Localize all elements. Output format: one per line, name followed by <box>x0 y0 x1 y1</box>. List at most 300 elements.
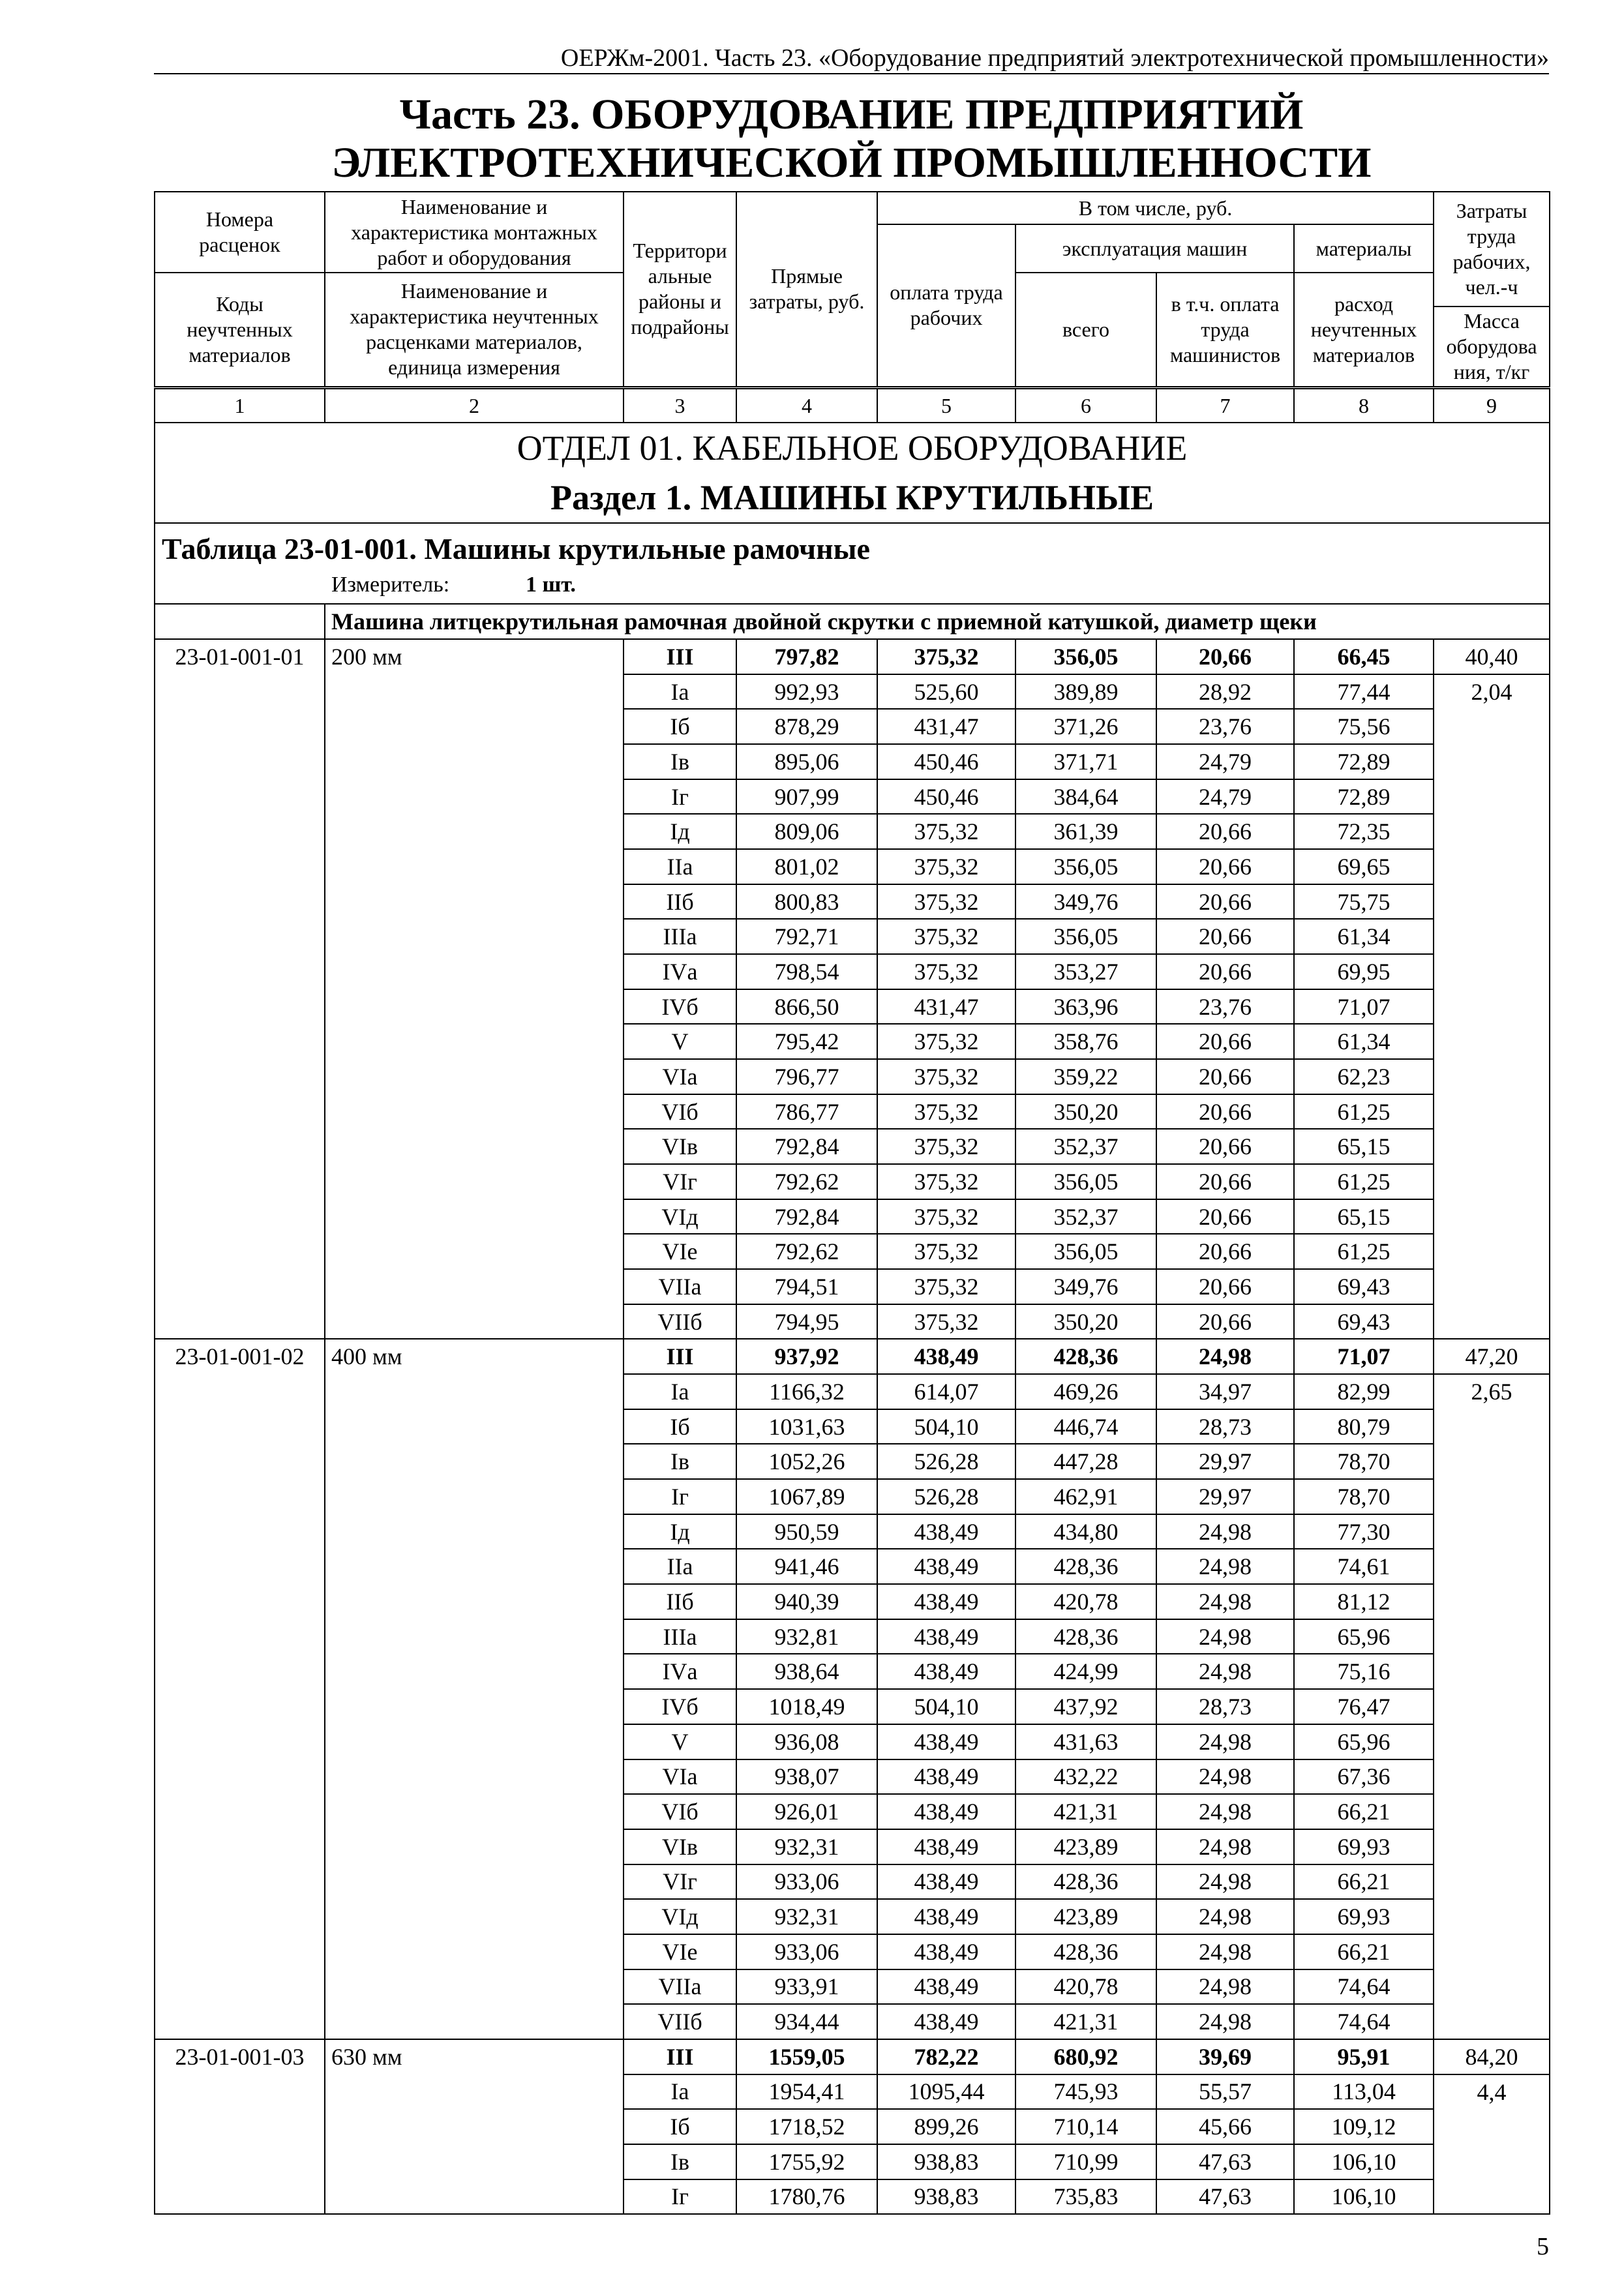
machinist-wage: 20,66 <box>1156 1199 1294 1234</box>
header-rate-numbers: Номера расценок <box>155 192 325 273</box>
machinist-wage: 20,66 <box>1156 1129 1294 1164</box>
column-number: 9 <box>1434 387 1550 423</box>
materials-cost: 106,10 <box>1294 2179 1434 2215</box>
machine-cost-total: 350,20 <box>1015 1094 1156 1130</box>
machinist-wage: 24,98 <box>1156 1759 1294 1795</box>
worker-wage: 375,32 <box>877 1234 1015 1269</box>
machinist-wage: 24,98 <box>1156 1794 1294 1829</box>
work-name: 400 мм <box>325 1339 624 2039</box>
worker-wage: 525,60 <box>877 674 1015 710</box>
table-title: Таблица 23-01-001. Машины крутильные рамочные <box>162 532 870 565</box>
direct-cost: 795,42 <box>736 1024 877 1059</box>
machinist-wage: 39,69 <box>1156 2039 1294 2074</box>
machinist-wage: 20,66 <box>1156 849 1294 884</box>
direct-cost: 792,62 <box>736 1234 877 1269</box>
territory-zone: IVа <box>624 1654 736 1689</box>
rate-code: 23-01-001-01 <box>155 639 325 1339</box>
machinist-wage: 34,97 <box>1156 1374 1294 1409</box>
machinist-wage: 55,57 <box>1156 2074 1294 2110</box>
column-number: 2 <box>325 387 624 423</box>
machine-cost-total: 371,26 <box>1015 709 1156 744</box>
labor-hours: 47,20 <box>1434 1339 1550 1374</box>
machine-cost-total: 356,05 <box>1015 1234 1156 1269</box>
worker-wage: 375,32 <box>877 884 1015 920</box>
machinist-wage: 24,98 <box>1156 1934 1294 1969</box>
direct-cost: 907,99 <box>736 779 877 815</box>
machinist-wage: 28,73 <box>1156 1689 1294 1724</box>
machine-cost-total: 384,64 <box>1015 779 1156 815</box>
worker-wage: 450,46 <box>877 744 1015 779</box>
materials-cost: 61,34 <box>1294 919 1434 954</box>
machinist-wage: 20,66 <box>1156 1059 1294 1094</box>
machine-cost-total: 352,37 <box>1015 1199 1156 1234</box>
column-number: 6 <box>1015 387 1156 423</box>
direct-cost: 938,64 <box>736 1654 877 1689</box>
materials-cost: 61,25 <box>1294 1164 1434 1199</box>
worker-wage: 375,32 <box>877 1024 1015 1059</box>
measure-value: 1 шт. <box>526 573 576 597</box>
materials-cost: 71,07 <box>1294 989 1434 1025</box>
territory-zone: IIа <box>624 849 736 884</box>
machinist-wage: 24,98 <box>1156 1864 1294 1900</box>
direct-cost: 786,77 <box>736 1094 877 1130</box>
table-row <box>155 1339 1550 1374</box>
machinist-wage: 20,66 <box>1156 1304 1294 1339</box>
territory-zone: VIIб <box>624 2004 736 2039</box>
header-labor-hours: Затраты труда рабочих, чел.-ч <box>1434 192 1550 307</box>
machinist-wage: 20,66 <box>1156 1269 1294 1304</box>
direct-cost: 1031,63 <box>736 1409 877 1444</box>
machinist-wage: 28,92 <box>1156 674 1294 710</box>
machine-cost-total: 428,36 <box>1015 1549 1156 1584</box>
territory-zone: IVа <box>624 954 736 989</box>
direct-cost: 1780,76 <box>736 2179 877 2215</box>
header-equipment-mass: Масса оборудования, т/кг <box>1434 307 1550 387</box>
territory-zone: VIб <box>624 1794 736 1829</box>
work-name: 200 мм <box>325 639 624 1339</box>
worker-wage: 438,49 <box>877 1759 1015 1795</box>
worker-wage: 450,46 <box>877 779 1015 815</box>
machinist-wage: 45,66 <box>1156 2109 1294 2144</box>
machinist-wage: 20,66 <box>1156 1234 1294 1269</box>
machine-cost-total: 745,93 <box>1015 2074 1156 2110</box>
territory-zone: III <box>624 639 736 674</box>
territory-zone: Iг <box>624 779 736 815</box>
worker-wage: 438,49 <box>877 1584 1015 1619</box>
rate-code: 23-01-001-03 <box>155 2039 325 2214</box>
worker-wage: 526,28 <box>877 1444 1015 1479</box>
header-work-description: Наименование и характеристика монтажных работ и оборудования <box>325 192 624 273</box>
materials-cost: 69,65 <box>1294 849 1434 884</box>
direct-cost: 866,50 <box>736 989 877 1025</box>
territory-zone: IIIа <box>624 919 736 954</box>
machine-cost-total: 356,05 <box>1015 639 1156 674</box>
column-number: 5 <box>877 387 1015 423</box>
worker-wage: 375,32 <box>877 919 1015 954</box>
worker-wage: 1095,44 <box>877 2074 1015 2110</box>
worker-wage: 899,26 <box>877 2109 1015 2144</box>
direct-cost: 936,08 <box>736 1724 877 1759</box>
worker-wage: 438,49 <box>877 1339 1015 1374</box>
territory-zone: Iб <box>624 2109 736 2144</box>
page-title <box>154 91 1549 187</box>
materials-cost: 109,12 <box>1294 2109 1434 2144</box>
territory-zone: Iв <box>624 1444 736 1479</box>
territory-zone: VIIа <box>624 1969 736 2005</box>
worker-wage: 438,49 <box>877 1724 1015 1759</box>
machine-cost-total: 428,36 <box>1015 1934 1156 1969</box>
materials-cost: 65,15 <box>1294 1129 1434 1164</box>
worker-wage: 438,49 <box>877 1619 1015 1654</box>
materials-cost: 65,96 <box>1294 1619 1434 1654</box>
materials-cost: 62,23 <box>1294 1059 1434 1094</box>
territory-zone: IIб <box>624 1584 736 1619</box>
machinist-wage: 24,98 <box>1156 1829 1294 1864</box>
direct-cost: 796,77 <box>736 1059 877 1094</box>
territory-zone: VIе <box>624 1234 736 1269</box>
materials-cost: 81,12 <box>1294 1584 1434 1619</box>
materials-cost: 72,89 <box>1294 779 1434 815</box>
machine-cost-total: 361,39 <box>1015 814 1156 849</box>
empty-cell <box>155 604 325 639</box>
machine-cost-total: 420,78 <box>1015 1969 1156 2005</box>
column-number: 4 <box>736 387 877 423</box>
machinist-wage: 47,63 <box>1156 2179 1294 2215</box>
materials-cost: 75,56 <box>1294 709 1434 744</box>
worker-wage: 375,32 <box>877 1269 1015 1304</box>
worker-wage: 431,47 <box>877 709 1015 744</box>
direct-cost: 794,51 <box>736 1269 877 1304</box>
worker-wage: 438,49 <box>877 1934 1015 1969</box>
machine-cost-total: 423,89 <box>1015 1899 1156 1934</box>
territory-zone: VIг <box>624 1164 736 1199</box>
direct-cost: 792,84 <box>736 1199 877 1234</box>
column-number: 8 <box>1294 387 1434 423</box>
direct-cost: 1954,41 <box>736 2074 877 2110</box>
territory-zone: VIIб <box>624 1304 736 1339</box>
measure-line <box>155 575 1549 595</box>
column-number: 3 <box>624 387 736 423</box>
territory-zone: Iв <box>624 744 736 779</box>
worker-wage: 438,49 <box>877 2004 1015 2039</box>
territory-zone: Iб <box>624 709 736 744</box>
worker-wage: 438,49 <box>877 1794 1015 1829</box>
machine-cost-total: 680,92 <box>1015 2039 1156 2074</box>
page-number: 5 <box>1537 2233 1549 2260</box>
direct-cost: 933,06 <box>736 1934 877 1969</box>
worker-wage: 431,47 <box>877 989 1015 1025</box>
territory-zone: IIIа <box>624 1619 736 1654</box>
header-material-codes: Коды неучтенных материалов <box>155 273 325 387</box>
territory-zone: III <box>624 2039 736 2074</box>
territory-zone: IVб <box>624 1689 736 1724</box>
territory-zone: Iг <box>624 1479 736 1514</box>
direct-cost: 1018,49 <box>736 1689 877 1724</box>
territory-zone: Iа <box>624 1374 736 1409</box>
machine-cost-total: 428,36 <box>1015 1619 1156 1654</box>
direct-cost: 1718,52 <box>736 2109 877 2144</box>
machinist-wage: 24,98 <box>1156 1654 1294 1689</box>
territory-zone: Iд <box>624 814 736 849</box>
materials-cost: 69,93 <box>1294 1899 1434 1934</box>
direct-cost: 1166,32 <box>736 1374 877 1409</box>
division-title: ОТДЕЛ 01. КАБЕЛЬНОЕ ОБОРУДОВАНИЕ <box>517 428 1188 468</box>
worker-wage: 375,32 <box>877 1059 1015 1094</box>
header-direct-costs: Прямые затраты, руб. <box>736 192 877 387</box>
materials-cost: 78,70 <box>1294 1444 1434 1479</box>
machinist-wage: 20,66 <box>1156 639 1294 674</box>
machine-cost-total: 469,26 <box>1015 1374 1156 1409</box>
worker-wage: 438,49 <box>877 1829 1015 1864</box>
materials-cost: 80,79 <box>1294 1409 1434 1444</box>
materials-cost: 75,16 <box>1294 1654 1434 1689</box>
territory-zone: Iб <box>624 1409 736 1444</box>
machinist-wage: 24,98 <box>1156 1514 1294 1549</box>
direct-cost: 992,93 <box>736 674 877 710</box>
materials-cost: 72,35 <box>1294 814 1434 849</box>
work-name: 630 мм <box>325 2039 624 2214</box>
machinist-wage: 20,66 <box>1156 954 1294 989</box>
materials-cost: 74,64 <box>1294 2004 1434 2039</box>
column-numbers-row <box>155 387 1550 423</box>
machinist-wage: 20,66 <box>1156 1094 1294 1130</box>
materials-cost: 113,04 <box>1294 2074 1434 2110</box>
worker-wage: 438,49 <box>877 1654 1015 1689</box>
machine-cost-total: 437,92 <box>1015 1689 1156 1724</box>
direct-cost: 950,59 <box>736 1514 877 1549</box>
direct-cost: 940,39 <box>736 1584 877 1619</box>
machine-cost-total: 353,27 <box>1015 954 1156 989</box>
materials-cost: 77,30 <box>1294 1514 1434 1549</box>
materials-cost: 67,36 <box>1294 1759 1434 1795</box>
territory-zone: Iд <box>624 1514 736 1549</box>
worker-wage: 504,10 <box>877 1409 1015 1444</box>
machine-cost-total: 359,22 <box>1015 1059 1156 1094</box>
materials-cost: 72,89 <box>1294 744 1434 779</box>
header-including: В том числе, руб. <box>877 192 1434 224</box>
territory-zone: VIб <box>624 1094 736 1130</box>
table-row <box>155 2039 1550 2074</box>
machinist-wage: 24,98 <box>1156 1724 1294 1759</box>
materials-cost: 65,15 <box>1294 1199 1434 1234</box>
running-header: ОЕРЖм-2001. Часть 23. «Оборудование предприятий электротехнической промышленности» <box>560 44 1549 72</box>
territory-zone: IIа <box>624 1549 736 1584</box>
machinist-wage: 24,98 <box>1156 1899 1294 1934</box>
labor-hours: 84,20 <box>1434 2039 1550 2074</box>
materials-cost: 61,25 <box>1294 1094 1434 1130</box>
machine-cost-total: 447,28 <box>1015 1444 1156 1479</box>
territory-zone: VIа <box>624 1059 736 1094</box>
territory-zone: Iв <box>624 2144 736 2179</box>
materials-cost: 106,10 <box>1294 2144 1434 2179</box>
territory-zone: VIд <box>624 1199 736 1234</box>
machinist-wage: 20,66 <box>1156 884 1294 920</box>
territory-zone: V <box>624 1724 736 1759</box>
worker-wage: 782,22 <box>877 2039 1015 2074</box>
machine-cost-total: 352,37 <box>1015 1129 1156 1164</box>
materials-cost: 69,95 <box>1294 954 1434 989</box>
materials-cost: 95,91 <box>1294 2039 1434 2074</box>
machinist-wage: 24,98 <box>1156 1339 1294 1374</box>
materials-cost: 69,93 <box>1294 1829 1434 1864</box>
column-number: 7 <box>1156 387 1294 423</box>
machine-cost-total: 428,36 <box>1015 1339 1156 1374</box>
page-title-line-1: Часть 23. ОБОРУДОВАНИЕ ПРЕДПРИЯТИЙ <box>399 91 1304 138</box>
direct-cost: 1755,92 <box>736 2144 877 2179</box>
territory-zone: IVб <box>624 989 736 1025</box>
worker-wage: 375,32 <box>877 639 1015 674</box>
machine-cost-total: 363,96 <box>1015 989 1156 1025</box>
header-material-consumption: расход неучтенных материалов <box>1294 273 1434 387</box>
machine-cost-total: 424,99 <box>1015 1654 1156 1689</box>
machinist-wage: 47,63 <box>1156 2144 1294 2179</box>
direct-cost: 878,29 <box>736 709 877 744</box>
direct-cost: 933,06 <box>736 1864 877 1900</box>
part-title: Раздел 1. МАШИНЫ КРУТИЛЬНЫЕ <box>550 478 1154 517</box>
header-territorial-zones: Территориальные районы и подрайоны <box>624 192 736 387</box>
machinist-wage: 20,66 <box>1156 814 1294 849</box>
materials-cost: 74,61 <box>1294 1549 1434 1584</box>
direct-cost: 932,81 <box>736 1619 877 1654</box>
machinist-wage: 23,76 <box>1156 989 1294 1025</box>
territory-zone: V <box>624 1024 736 1059</box>
worker-wage: 438,49 <box>877 1549 1015 1584</box>
machine-cost-total: 356,05 <box>1015 1164 1156 1199</box>
worker-wage: 375,32 <box>877 1164 1015 1199</box>
territory-zone: Iг <box>624 2179 736 2215</box>
materials-cost: 66,21 <box>1294 1794 1434 1829</box>
machine-cost-total: 431,63 <box>1015 1724 1156 1759</box>
machine-cost-total: 371,71 <box>1015 744 1156 779</box>
equipment-mass: 2,04 <box>1434 674 1550 1339</box>
machinist-wage: 20,66 <box>1156 1024 1294 1059</box>
territory-zone: VIг <box>624 1864 736 1900</box>
header-worker-wages: оплата труда рабочих <box>877 224 1015 387</box>
machinist-wage: 24,98 <box>1156 2004 1294 2039</box>
machine-cost-total: 349,76 <box>1015 1269 1156 1304</box>
machinist-wage: 24,98 <box>1156 1549 1294 1584</box>
direct-cost: 932,31 <box>736 1829 877 1864</box>
direct-cost: 1052,26 <box>736 1444 877 1479</box>
machine-cost-total: 434,80 <box>1015 1514 1156 1549</box>
worker-wage: 938,83 <box>877 2179 1015 2215</box>
worker-wage: 375,32 <box>877 954 1015 989</box>
machine-cost-total: 349,76 <box>1015 884 1156 920</box>
worker-wage: 375,32 <box>877 1129 1015 1164</box>
header-materials: материалы <box>1294 224 1434 273</box>
materials-cost: 65,96 <box>1294 1724 1434 1759</box>
worker-wage: 438,49 <box>877 1899 1015 1934</box>
territory-zone: VIа <box>624 1759 736 1795</box>
direct-cost: 934,44 <box>736 2004 877 2039</box>
direct-cost: 809,06 <box>736 814 877 849</box>
header-machine-operation: эксплуатация машин <box>1015 224 1294 273</box>
worker-wage: 375,32 <box>877 1199 1015 1234</box>
equipment-mass: 2,65 <box>1434 1374 1550 2039</box>
direct-cost: 1067,89 <box>736 1479 877 1514</box>
rates-table <box>154 191 1550 2215</box>
materials-cost: 66,45 <box>1294 639 1434 674</box>
direct-cost: 792,84 <box>736 1129 877 1164</box>
direct-cost: 801,02 <box>736 849 877 884</box>
machine-cost-total: 389,89 <box>1015 674 1156 710</box>
machinist-wage: 24,98 <box>1156 1969 1294 2005</box>
machine-cost-total: 428,36 <box>1015 1864 1156 1900</box>
header-machinist-wages: в т.ч. оплата труда машинистов <box>1156 273 1294 387</box>
worker-wage: 438,49 <box>877 1969 1015 2005</box>
territory-zone: VIIа <box>624 1269 736 1304</box>
materials-cost: 66,21 <box>1294 1934 1434 1969</box>
machine-cost-total: 735,83 <box>1015 2179 1156 2215</box>
materials-cost: 66,21 <box>1294 1864 1434 1900</box>
machinist-wage: 24,79 <box>1156 779 1294 815</box>
machinist-wage: 24,98 <box>1156 1584 1294 1619</box>
worker-wage: 375,32 <box>877 849 1015 884</box>
direct-cost: 792,62 <box>736 1164 877 1199</box>
worker-wage: 375,32 <box>877 814 1015 849</box>
territory-zone: VIд <box>624 1899 736 1934</box>
materials-cost: 69,43 <box>1294 1269 1434 1304</box>
territory-zone: III <box>624 1339 736 1374</box>
section-heading <box>155 423 1550 523</box>
materials-cost: 74,64 <box>1294 1969 1434 2005</box>
direct-cost: 794,95 <box>736 1304 877 1339</box>
machinist-wage: 24,79 <box>1156 744 1294 779</box>
direct-cost: 798,54 <box>736 954 877 989</box>
worker-wage: 375,32 <box>877 1304 1015 1339</box>
direct-cost: 792,71 <box>736 919 877 954</box>
worker-wage: 438,49 <box>877 1514 1015 1549</box>
machine-caption: Машина литцекрутильная рамочная двойной скрутки с приемной катушкой, диаметр щеки <box>325 604 1550 639</box>
machinist-wage: 20,66 <box>1156 1164 1294 1199</box>
direct-cost: 895,06 <box>736 744 877 779</box>
materials-cost: 71,07 <box>1294 1339 1434 1374</box>
machine-cost-total: 356,05 <box>1015 849 1156 884</box>
materials-cost: 78,70 <box>1294 1479 1434 1514</box>
territory-zone: Iа <box>624 674 736 710</box>
worker-wage: 438,49 <box>877 1864 1015 1900</box>
machinist-wage: 24,98 <box>1156 1619 1294 1654</box>
header-material-description: Наименование и характеристика неучтенных расценками материалов, единица измерения <box>325 273 624 387</box>
machine-cost-total: 356,05 <box>1015 919 1156 954</box>
machine-cost-total: 421,31 <box>1015 1794 1156 1829</box>
measure-label: Измеритель: <box>331 573 450 597</box>
rates-body <box>155 639 1550 2214</box>
materials-cost: 61,25 <box>1294 1234 1434 1269</box>
materials-cost: 61,34 <box>1294 1024 1434 1059</box>
direct-cost: 941,46 <box>736 1549 877 1584</box>
machine-cost-total: 710,14 <box>1015 2109 1156 2144</box>
header-machine-total: всего <box>1015 273 1156 387</box>
machinist-wage: 29,97 <box>1156 1444 1294 1479</box>
territory-zone: VIв <box>624 1829 736 1864</box>
machine-cost-total: 462,91 <box>1015 1479 1156 1514</box>
direct-cost: 938,07 <box>736 1759 877 1795</box>
machine-cost-total: 420,78 <box>1015 1584 1156 1619</box>
machinist-wage: 29,97 <box>1156 1479 1294 1514</box>
worker-wage: 375,32 <box>877 1094 1015 1130</box>
page-title-line-2: ЭЛЕКТРОТЕХНИЧЕСКОЙ ПРОМЫШЛЕННОСТИ <box>331 139 1372 187</box>
labor-hours: 40,40 <box>1434 639 1550 674</box>
machinist-wage: 20,66 <box>1156 919 1294 954</box>
machinist-wage: 28,73 <box>1156 1409 1294 1444</box>
worker-wage: 938,83 <box>877 2144 1015 2179</box>
machine-cost-total: 421,31 <box>1015 2004 1156 2039</box>
machine-cost-total: 423,89 <box>1015 1829 1156 1864</box>
machine-cost-total: 432,22 <box>1015 1759 1156 1795</box>
machine-cost-total: 710,99 <box>1015 2144 1156 2179</box>
worker-wage: 614,07 <box>877 1374 1015 1409</box>
